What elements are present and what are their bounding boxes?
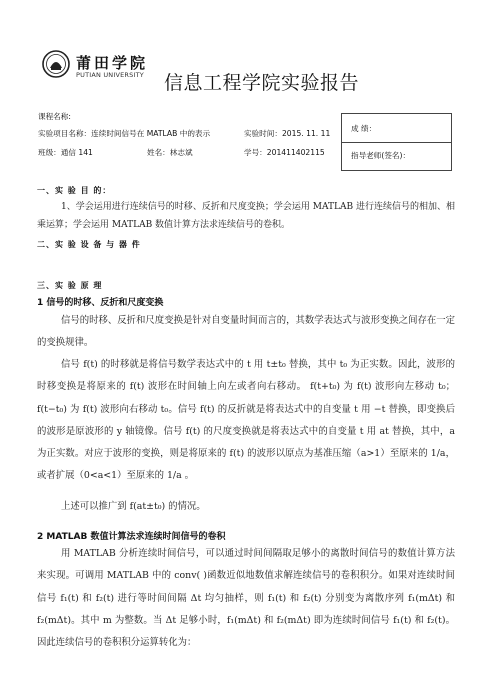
paragraph-3: 上述可以推广到 f(at±t₀) 的情况。 — [61, 501, 206, 512]
subsection-1-title: 1 信号的时移、反折和尺度变换 — [37, 298, 164, 308]
university-name-cn: 莆田学院 — [76, 54, 149, 72]
experiment-date: 实验时间：2015. 11. 11 — [244, 129, 331, 138]
student-id-label: 学号：201411402115 — [244, 148, 325, 157]
section-3-title: 三、实 验 原 理 — [37, 281, 103, 290]
section-2-title: 二、实 验 设 备 与 器 件 — [37, 240, 141, 249]
grade-box — [341, 113, 452, 171]
teacher-signature-label: 指导老师(签名)： — [351, 151, 411, 160]
paragraph-2: 信号 f(t) 的时移就是将信号数学表达式中的 t 用 t±t₀ 替换，其中 t₀ 为正实数。因此，波形的时移变换是将原来的 f(t) 波形在时间轴上向左或者向右移动。 f(t+t₀) 为 f(t) 波形向左移动 t₀； f(t−t₀) 为 f(t) 波形向右移动 t₀。信号 f(t) 的反折就是将表达式中的自变量 t 用 −t 替换，即变换后的波形是原波形的 y 轴镜像。信号 f(t) 的尺度变换就是将表达式中的自变量 t 用 at 替换，其中，a 为正实数。对应于波形的变换，则是将原来的 f(t) 的波形以原点为基准压缩（a>1）至原来的 1/a，或者扩展（0<a<1）至原来的 1/a 。 — [37, 359, 455, 482]
course-name-label: 课程名称: — [38, 112, 71, 121]
paragraph-4: 用 MATLAB 分析连续时间信号，可以通过时间间隔取足够小的离散时间信号的数值计算方法来实现。可调用 MATLAB 中的 conv( )函数近似地数值求解连续信号的卷积积分。如果对连续时间信号 f₁(t) 和 f₂(t) 进行等时间间隔 Δt 均匀抽样，则 f₁(t) 和 f₂(t) 分别变为离散序列 f₁(mΔt) 和 f₂(mΔt)。其中 m 为整数。当 Δt 足够小时，f₁(mΔt) 和 f₂(mΔt) 即为连续时间信号 f₁(t) 和 f₂(t)。因此连续信号的卷积积分运算转化为： — [37, 548, 455, 649]
report-title: 信息工程学院实验报告 — [164, 72, 360, 94]
section-1-title: 一、实 验 目 的： — [37, 186, 112, 195]
section-1-text: 1、学会运用进行连续信号的时移、反折和尺度变换；学会运用 MATLAB 进行连续信号的相加、相乘运算；学会运用 MATLAB 数值计算方法求连续信号的卷积。 — [37, 202, 455, 230]
class-label: 班级：通信 141 — [38, 148, 93, 157]
university-name-en: PUTIAN UNIVERSITY — [76, 71, 144, 79]
grade-box-divider — [342, 142, 451, 143]
paragraph-1: 信号的时移、反折和尺度变换是针对自变量时间而言的，其数学表达式与波形变换之间存在一定的变换规律。 — [37, 315, 455, 349]
subsection-2-title: 2 MATLAB 数值计算法求连续时间信号的卷积 — [37, 532, 226, 542]
student-name-label: 姓名：林志斌 — [147, 148, 193, 157]
university-logo-icon — [42, 50, 70, 78]
project-name-line: 实验项目名称：连续时间信号在 MATLAB 中的表示 — [38, 129, 211, 138]
score-label: 成 绩： — [351, 124, 377, 133]
